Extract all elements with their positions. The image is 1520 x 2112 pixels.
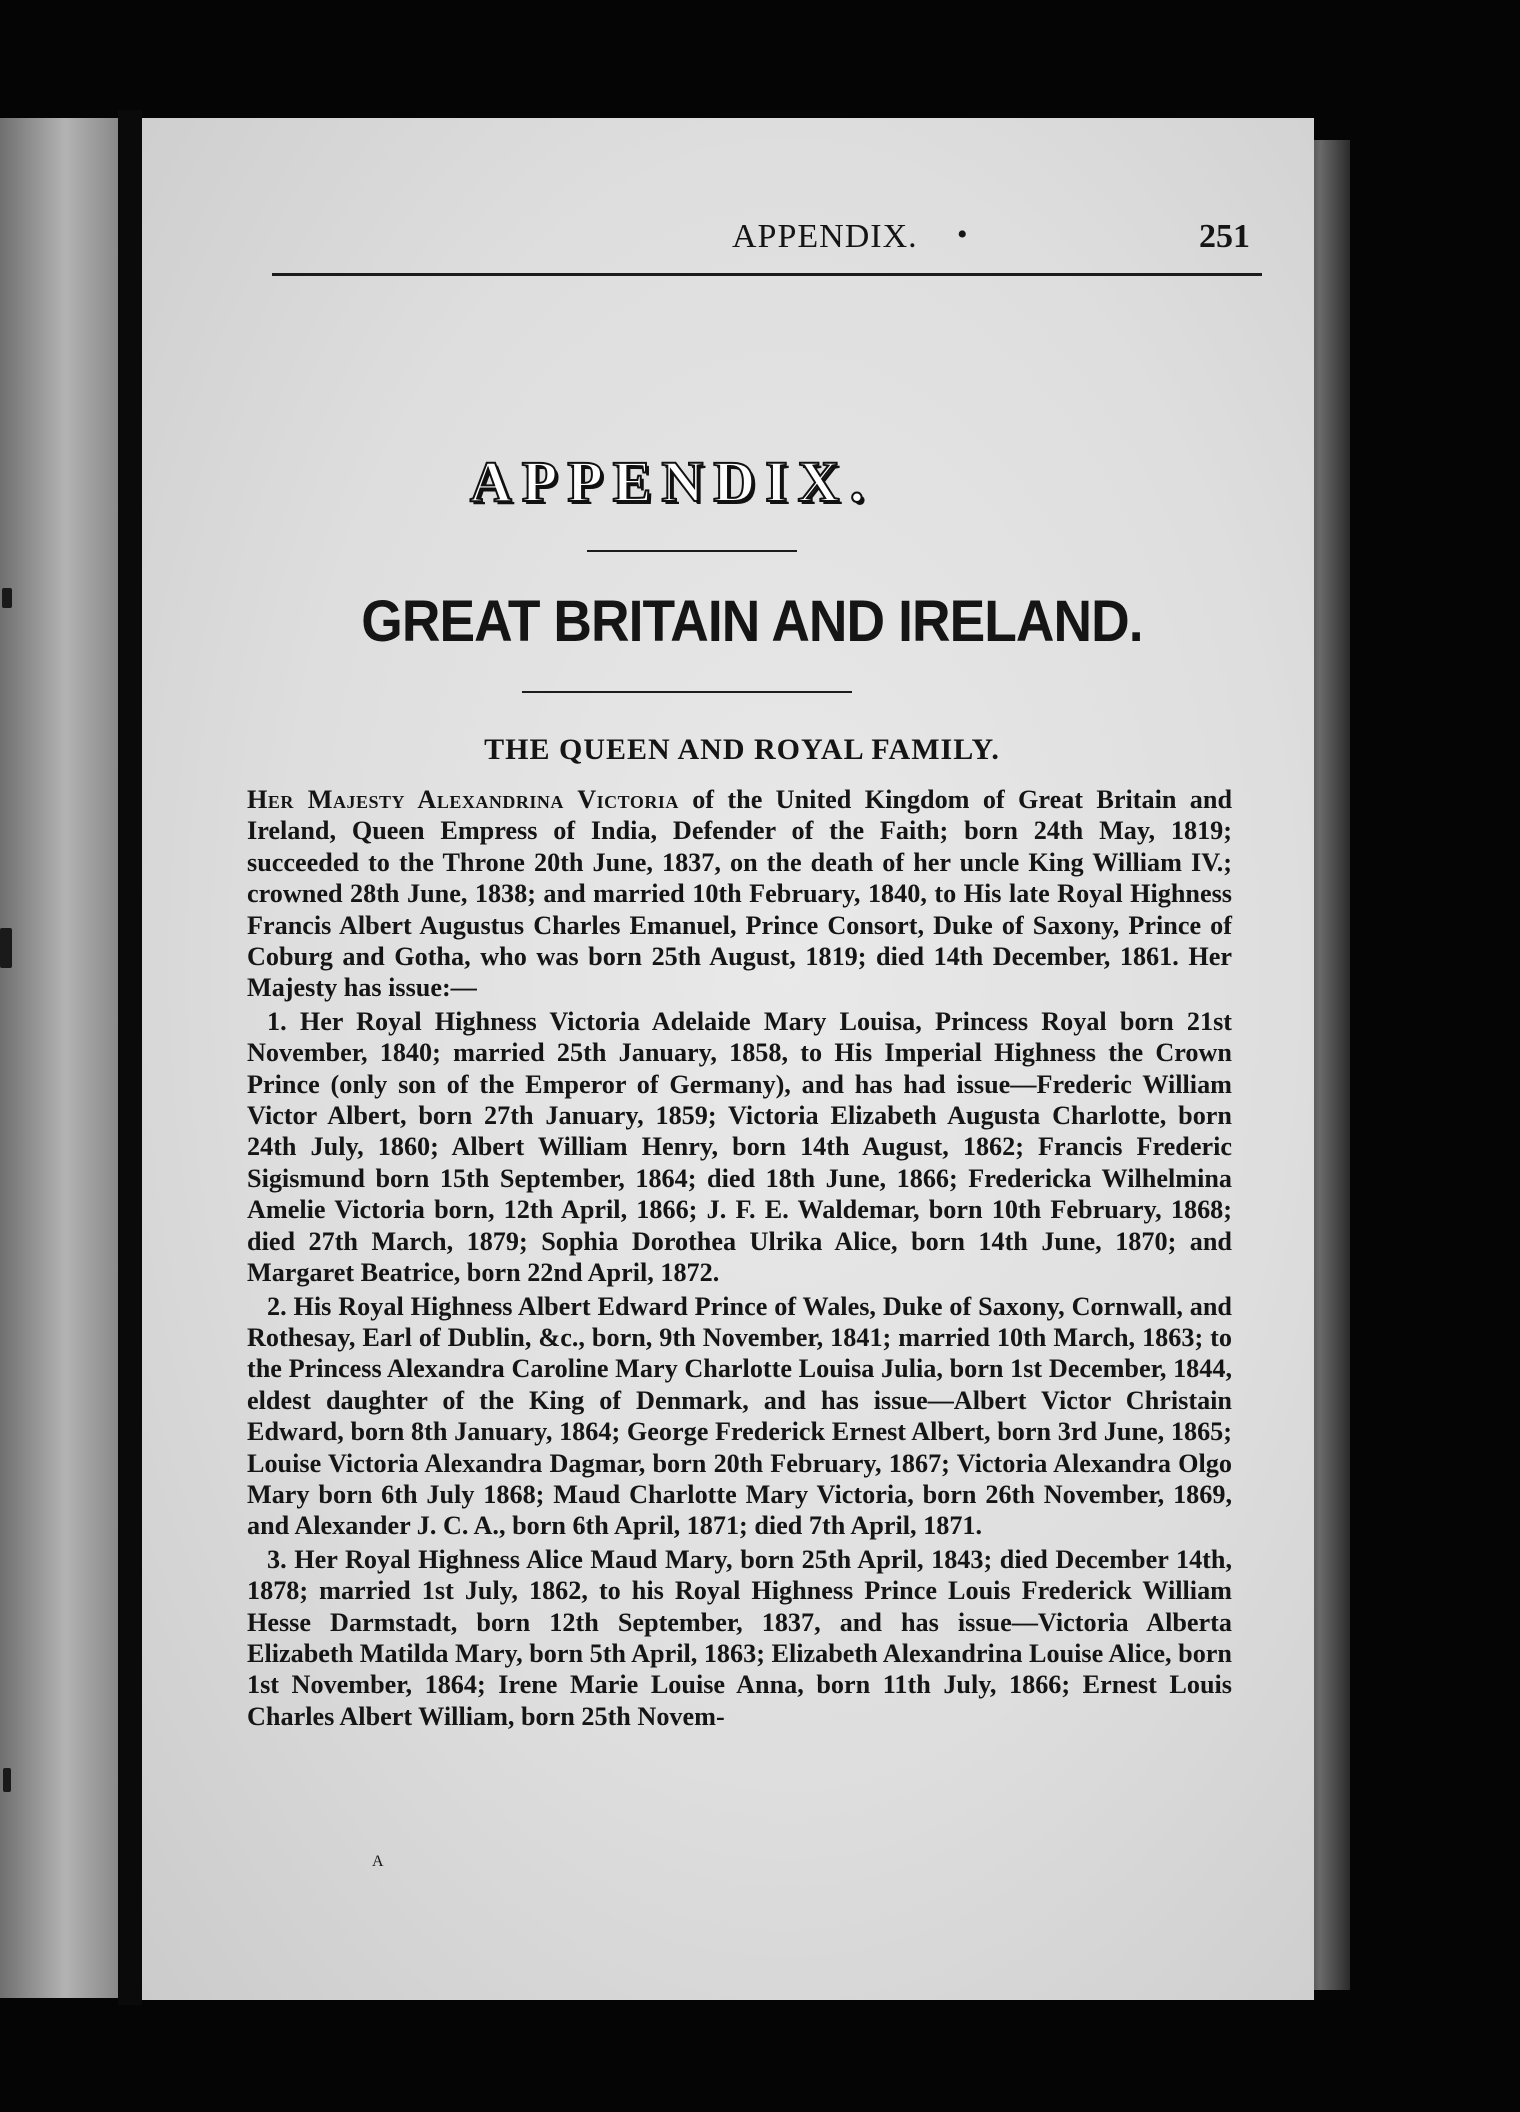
- book-page: [142, 118, 1314, 2000]
- entry-paragraph: 1. Her Royal Highness Victoria Adelaide Mary Louisa, Princess Royal born 21st November, 1840; married 25th January, 1858, to His Imperial Highness the Crown Prince (only son of the Emperor of Germany), and has had issue—Frederic William Victor Albert, born 27th January, 1859; Victoria Elizabeth Augusta Charlotte, born 24th July, 1860; Albert William Henry, born 14th August, 1862; Francis Frederic Sigismund born 15th September, 1864; died 18th June, 1866; Fredericka Wilhelmina Amelie Victoria born, 12th April, 1866; J. F. E. Waldemar, born 10th February, 1868; died 27th March, 1879; Sophia Dorothea Ulrika Alice, born 14th June, 1870; and Margaret Beatrice, born 22nd April, 1872.: [247, 1006, 1232, 1288]
- signature-mark: A: [372, 1853, 384, 1870]
- intro-paragraph: [247, 784, 1232, 1004]
- running-header: [272, 218, 1262, 268]
- entry-paragraph: 3. Her Royal Highness Alice Maud Mary, born 25th April, 1843; died December 14th, 1878; married 1st July, 1862, to his Royal Highness Prince Louis Frederick William Hesse Darmstadt, born 12th September, 1837, and has issue—Victoria Alberta Elizabeth Matilda Mary, born 5th April, 1863; Elizabeth Alexandrina Louise Alice, born 1st November, 1864; Irene Marie Louise Anna, born 11th July, 1866; Ernest Louis Charles Albert William, born 25th Novem-: [247, 1544, 1232, 1731]
- country-rule: [522, 691, 852, 693]
- section-title: THE QUEEN AND ROYAL FAMILY.: [484, 733, 1000, 766]
- entry-paragraph: 2. His Royal Highness Albert Edward Prince of Wales, Duke of Saxony, Cornwall, and Rothesay, Earl of Dublin, &c., born, 9th November, 1841; married 10th March, 1863; to the Princess Alexandra Caroline Mary Charlotte Louisa Julia, born 1st December, 1844, eldest daughter of the King of Denmark, and has issue—Albert Victor Christain Edward, born 8th January, 1864; George Frederick Ernest Albert, born 3rd June, 1865; Louise Victoria Alexandra Dagmar, born 20th February, 1867; Victoria Alexandra Olgo Mary born 6th July 1868; Maud Charlotte Mary Victoria, born 26th November, 1869, and Alexander J. C. A., born 6th April, 1871; died 7th April, 1871.: [247, 1291, 1232, 1541]
- running-title: APPENDIX.: [732, 218, 918, 255]
- header-rule: [272, 273, 1262, 276]
- body-text: [247, 784, 1232, 1734]
- appendix-title: APPENDIX.: [469, 449, 875, 514]
- header-mark: •: [957, 218, 968, 251]
- intro-lead: Her Majesty Alexandrina Victoria: [247, 785, 679, 814]
- title-rule: [587, 550, 797, 552]
- intro-text: of the United Kingdom of Great Britain and Ireland, Queen Empress of India, Defender of the Faith; born 24th May, 1819; succeeded to the Throne 20th June, 1837, on the death of her uncle King William IV.; crowned 28th June, 1838; and married 10th February, 1840, to His late Royal Highness Francis Albert Augustus Charles Emanuel, Prince Consort, Duke of Saxony, Prince of Coburg and Gotha, who was born 25th August, 1819; died 14th December, 1861. Her Majesty has issue:—: [247, 785, 1233, 1003]
- page-number: 251: [1199, 218, 1250, 255]
- country-title: GREAT BRITAIN AND IRELAND.: [361, 589, 1143, 654]
- book-gutter: [118, 110, 142, 2005]
- adjacent-page-edge: [0, 118, 118, 1998]
